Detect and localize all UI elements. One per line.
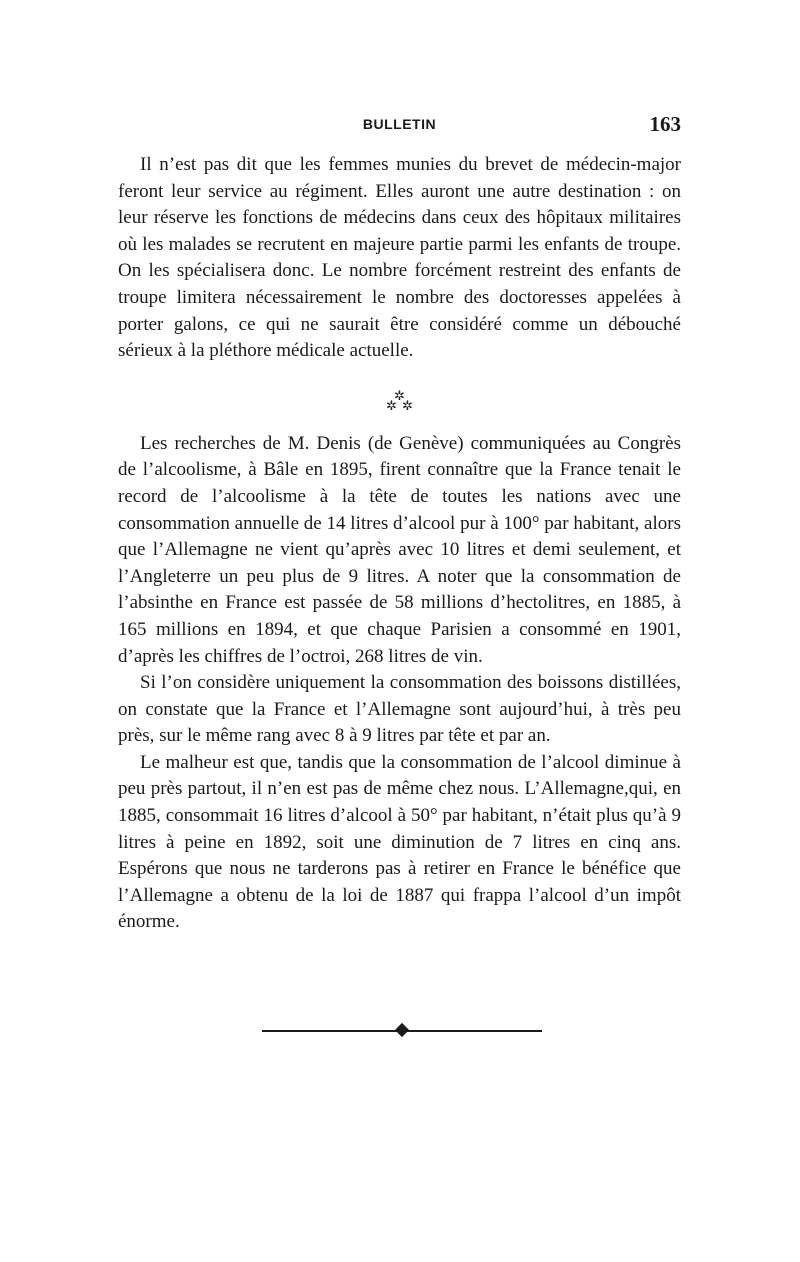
end-ornament-divider xyxy=(262,1023,542,1039)
diamond-icon xyxy=(395,1023,409,1037)
paragraph-4: Le malheur est que, tandis que la consommation de l’alcool diminue à peu près partout, il n’en est pas de même chez nous. L’Allemagne,qui, en 1885, consommait 16 litres d’alcool à 50° par habitant, n’était plus qu’à 9 litres à peine en 1892, soit une diminution de 7 litres en cinq ans. Espérons que nous ne tarderons pas à retirer en France le bénéfice que l’Allemagne a obtenu de la loi de 1887 qui frappa l’alcool d’un impôt énorme. xyxy=(118,751,681,933)
paragraph-3: Si l’on considère uniquement la consommation des boissons distillées, on constate que la France et l’Allemagne sont aujourd’hui, à très peu près, sur le même rang avec 8 à 9 litres par tête et par an. xyxy=(118,672,681,747)
asterism-star-top: ✲ xyxy=(394,387,405,403)
page-number: 163 xyxy=(649,112,681,136)
asterism-star-right: ✲ xyxy=(402,397,413,413)
paragraph-2: Les recherches de M. Denis (de Genève) communiquées au Congrès de l’alcoolisme, à Bâle en 1895, firent connaître que la France tenait le record de l’alcoolisme à la tête de toutes les nations avec une consommation annuelle de 14 litres d’alcool pur à 100° par habitant, alors que l’Allemagne ne vient qu’après avec 10 litres et demi seulement, et l’Angleterre un peu plus de 9 litres. A noter que la consommation de l’absinthe en France est passée de 58 millions d’hectolitres, en 1885, à 165 millions en 1894, et que chaque Parisien a consommé en 1901, d’après les chiffres de l’octroi, 268 litres de vin. xyxy=(118,432,681,667)
section-asterism xyxy=(118,371,681,431)
paragraph-1: Il n’est pas dit que les femmes munies du brevet de médecin-major feront leur service au régiment. Elles auront une autre destination : on leur réserve les fonctions de médecins dans ceux des hôpitaux militaires où les malades se recrutent en majeure partie parmi les enfants de troupe. On les spécialisera donc. Le nombre forcément restreint des enfants de troupe limitera nécessairement le nombre des doctoresses appelées à porter galons, ce qui ne saurait être considéré comme un débouché sérieux à la pléthore médicale actuelle. xyxy=(118,154,681,362)
asterism-star-left: ✲ xyxy=(386,397,397,413)
body-text xyxy=(118,152,681,936)
running-title: BULLETIN xyxy=(362,116,437,132)
page-header xyxy=(118,112,681,140)
